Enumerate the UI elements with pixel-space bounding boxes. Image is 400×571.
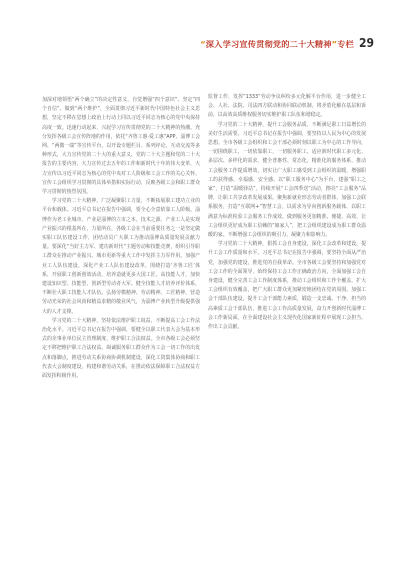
title-quote-open: “ bbox=[200, 39, 206, 49]
title-quote-close: ” bbox=[331, 39, 338, 49]
body-paragraph: 学习党的二十大精神，狠抓工会自身建设，深化工会改革和建设，提升工会工作质量和水平。习近平总书记在报告中强调，要坚持全面从严治党，加强党的建设，推进党的自我革命。全市各级工会要坚持和加强党对工会工作的全面领导，始终保持工会工作正确政治方向，全面加强工会自身建设，健全完善工会工作制度体系，推动工会组织和工作全覆盖，扩大工会组织有效覆盖，把广大职工群众更加紧密地团结在党的周围。加强工会干部队伍建设，提升工会干部能力素质，锻造一支忠诚、干净、担当的高素质工会干部队伍，推进工会工作高质量发展，奋力开创新时代淄博工会工作新局面，在全面建设社会主义现代化国家新征程中展现工会担当、作出工会贡献。 bbox=[208, 241, 366, 331]
body-paragraph: 学习党的二十大精神，坚持依法维护职工权益，不断提高工会工作法治化水平。习近平总书记在报告中强调，要健全以职工代表大会为基本形式的企事业单位民主管理制度，维护职工合法权益。全市各级工会必须坚定不移把维护职工合法权益、竭诚服务职工群众作为工会一切工作的出发点和落脚点，推进劳动关系协商协调机制建设，深化工资集体协商和职工代表大会制度建设，构建和谐劳动关系，在推动依法保障职工合法权益方面发挥积极作用。 bbox=[42, 317, 200, 380]
column-title bbox=[200, 39, 354, 50]
title-main: 深入学习宣传贯彻党的二十大精神 bbox=[205, 39, 332, 49]
body-paragraph: 加深对地领悟“两个确立”的决定性意义，自觉增强“四个意识”、坚定“四个自信”、做到“两个维护”，全面贯彻习近平新时代中国特色社会主义思想，坚定不移在思想上政治上行动上同以习近平同志为核心的党中央保持高度一致。迅速行动起来，兴起学习宣传贯彻党的二十大精神的热潮。充分发挥各级工会宣传阵地的作用，依托“齐鲁工惠·爱工惠”APP、淄博工会网、“两微一端”等宣传平台，以开设专题栏目、系列评论、互动交流等多种形式，大力宣传党的二十大的重大意义、党的二十大主题和党的二十大报告的主要内容，大力宣传过去五年的工作和新时代十年的伟大变革，大力宣传以习近平同志为核心的党中央对工人阶级和工会工作的关心关怀，宣传工会组织学习贯彻的具体举措和实际行动，反映各级工会和职工群众学习贯彻的热烈氛围。 bbox=[42, 97, 200, 196]
body-paragraph: 学习党的二十大精神，广泛凝聚职工力量，不断拓展职工建功立业的平台和载体。习近平总书记在报告中强调，要全心全意依靠工人阶级。淄博作为老工业城市，产业是淄博的立市之本，技术之源，产业工人是实现产业振兴的根基所在，力量所在，各级工会在当前重要任务之一是坚定做实职工队伍建设工作，团结动员广大职工为推动淄博高质量发展贡献力量。要深化“当好主力军、建功新时代”主题劳动和技能竞赛，组织引导职工群众在推动产业振兴、城市更新等重大工作中发挥主力军作用。加强产业工人队伍建设，深化产业工人队伍建设改革，围绕打造‘齐鲁工匠’体系，开展职工创新创效活动，培养造就更多大国工匠、高技能人才，加快建设知识型、技能型、创新型劳动者大军。健全技能人才培养评价体系，不断壮大职工技能人才队伍。弘扬劳模精神、劳动精神、工匠精神，营造劳动光荣的社会风尚和精益求精的敬业风气，为淄博产业转型升级提供强大的人才支撑。 bbox=[42, 198, 200, 315]
body-paragraph: 学习党的二十大精神，提升工会服务品质，不断满足职工日益增长的美好生活需要。习近平总书记在报告中强调，要坚持以人民为中心的发展思想。全市各级工会组织和工会干部必须时刻以职工为中心的工作导向，一切围绕职工，一切依靠职工，一切服务职工，适应新时代职工多元化、多层次、多样化的需求，健全普惠性、常态化、精准化的服务体系，推动工会服务工作提质增效，切实让广大职工感受到工会组织的温暖，增强职工的获得感、幸福感、安全感。以“职工服务中心”为平台，建强“职工之家”，打造“温暖驿站”，持续开展“工会四季送”活动，擦亮“工会服务”品牌，让职工共享改革发展成果。聚焦新就业形态劳动者群体，加强工会联系服务，打造“互联网+”智慧工会，以需求为导向创新服务载体，以职工满意为标准检验工会服务工作成效，做到服务更加精准、便捷、高效，让工会组织更好成为职工信赖的“娘家人”，把工会组织建设成为职工群众温暖的家。不断增强工会组织的吸引力、凝聚力和影响力。 bbox=[208, 121, 366, 239]
title-suffix: 专栏 bbox=[337, 39, 354, 49]
page-header bbox=[0, 36, 400, 56]
right-column bbox=[208, 93, 366, 332]
body-paragraph: 监督工作，发挥“1333”劳动争议纠纷多元化解平台作用，进一步健全工会、人社、法院、司法四方联动和协同联动机制，将矛盾化解在基层和诉前，以高效高质维权服务切实维护职工队伍和谐稳定。 bbox=[208, 94, 366, 119]
page-number: 29 bbox=[358, 36, 374, 50]
left-column bbox=[42, 96, 200, 381]
